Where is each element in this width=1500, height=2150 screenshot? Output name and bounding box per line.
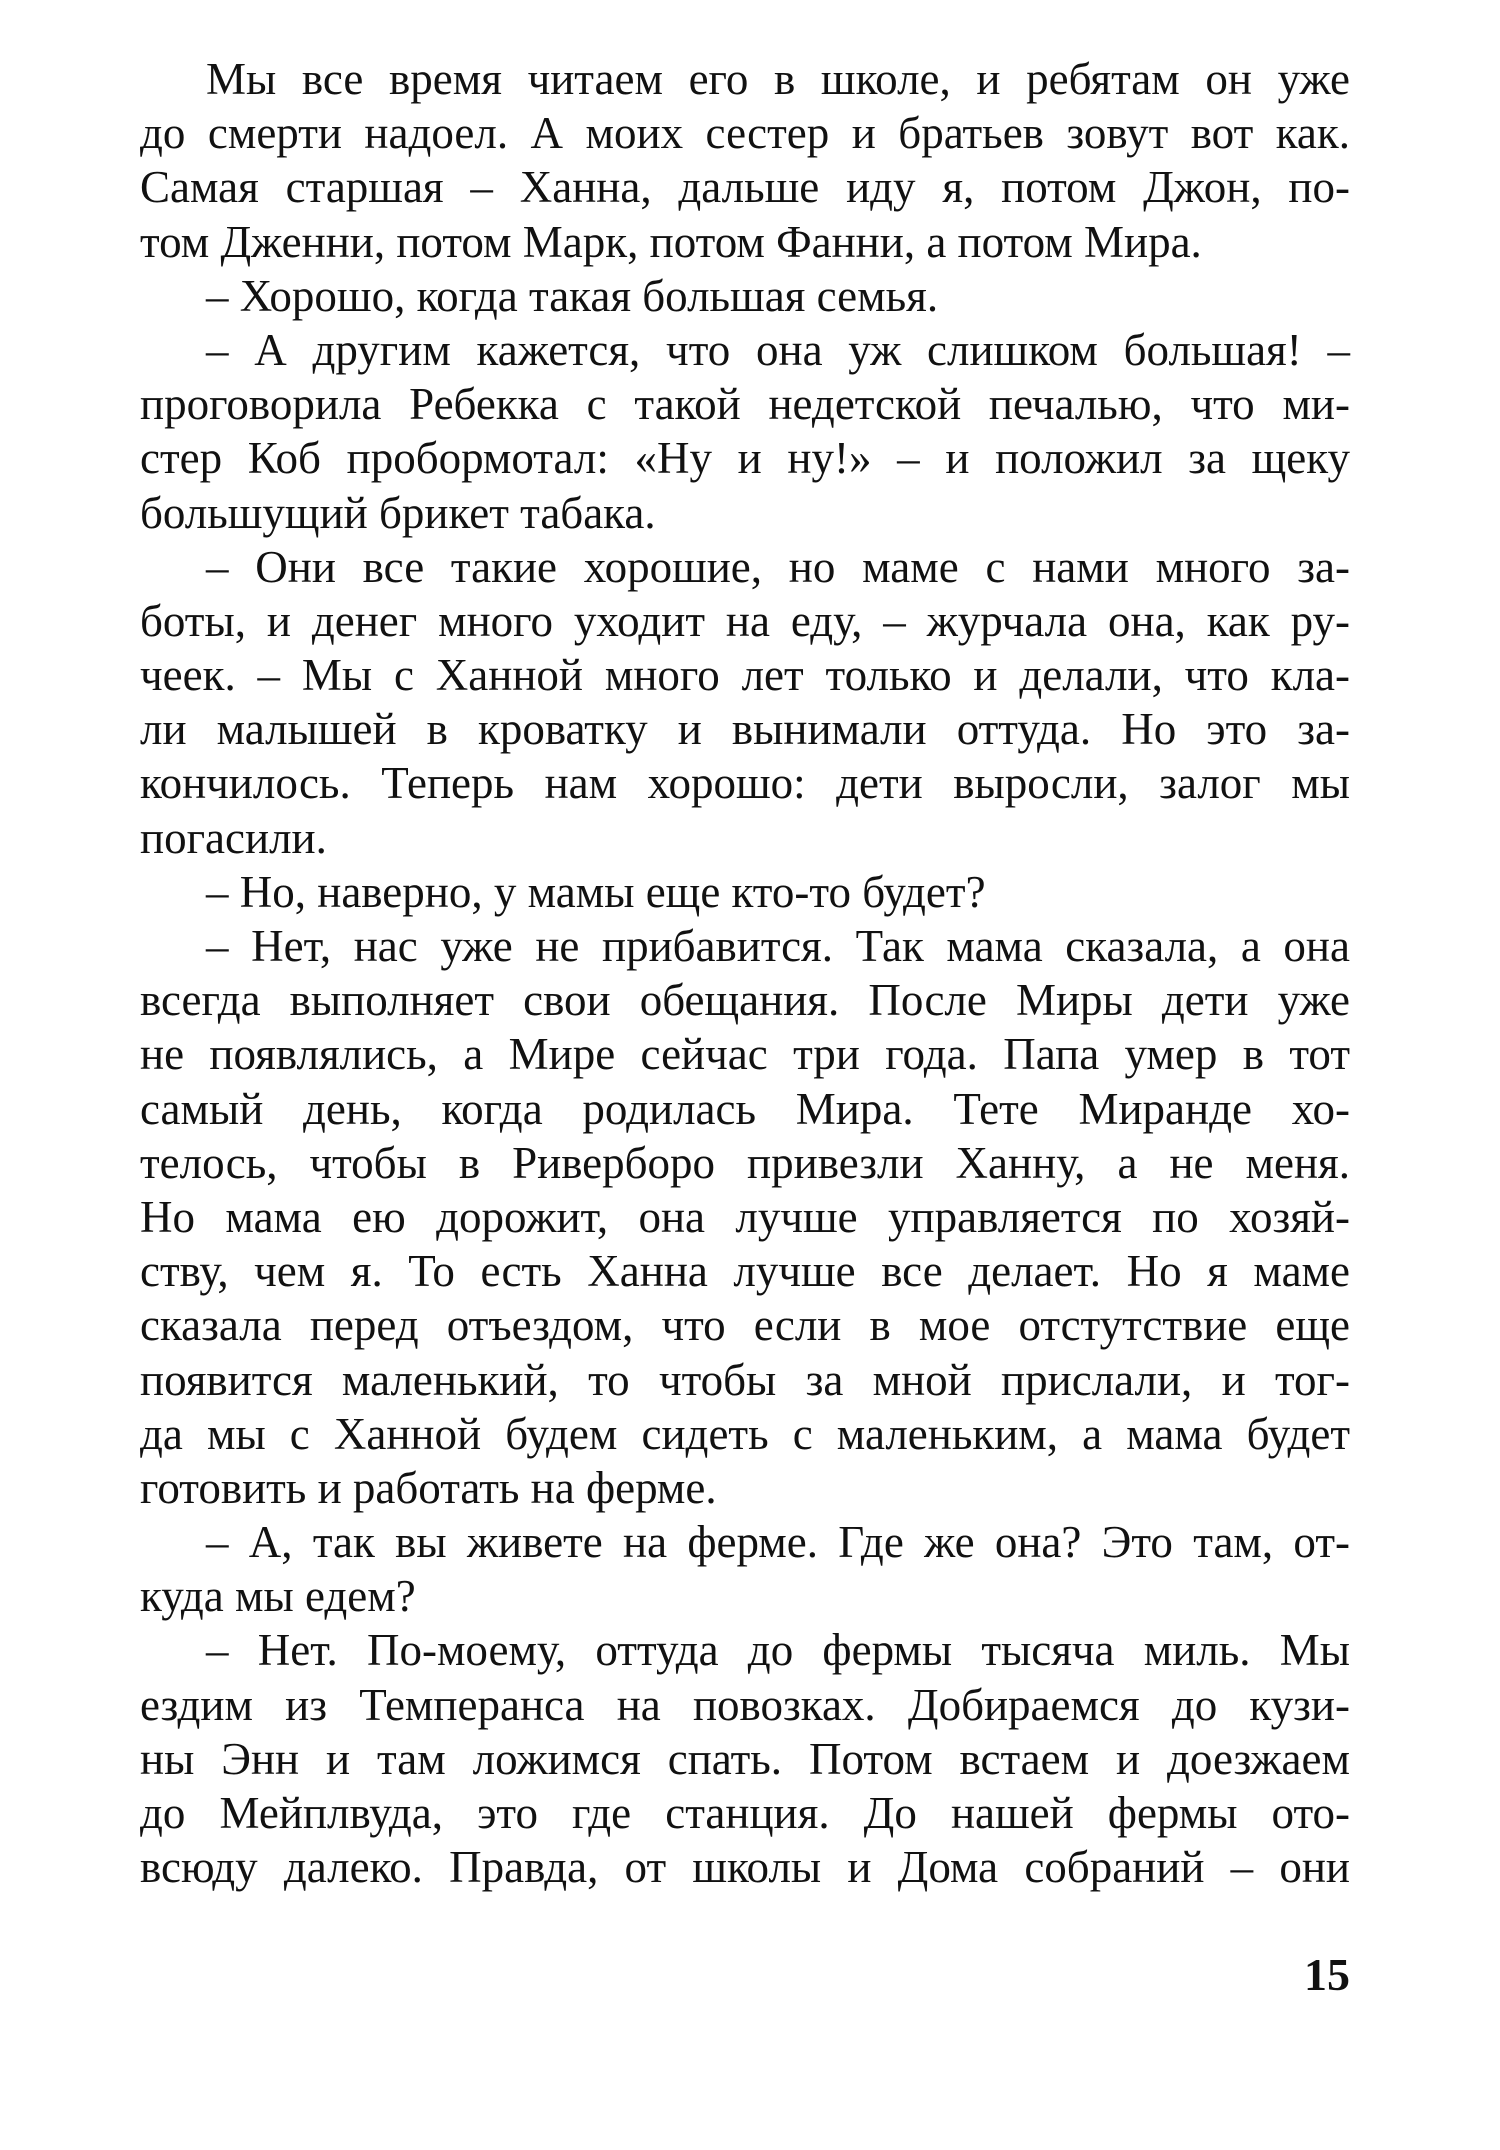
text-line: – Хорошо, когда такая большая семья.: [206, 270, 939, 321]
text-line: самый день, когда родилась Мира. Тете Миранде хо-: [140, 1083, 1350, 1134]
text-line: Мы все время читаем его в школе, и ребятам он уже: [206, 54, 1350, 104]
text-line: всюду далеко. Правда, от школы и Дома собраний – они: [140, 1842, 1350, 1893]
text-line: не появлялись, а Мире сейчас три года. Папа умер в тот: [140, 1029, 1350, 1080]
text-line: стер Коб пробормотал: «Ну и ну!» – и положил за щеку: [140, 433, 1350, 484]
text-line: сказала перед отъездом, что если в мое отстутствие еще: [140, 1300, 1350, 1351]
text-line: проговорила Ребекка с такой недетской печалью, что ми-: [140, 379, 1350, 430]
text-line: боты, и денег много уходит на еду, – журчала она, как ру-: [140, 595, 1350, 646]
text-line: ездим из Темперанса на повозках. Добираемся до кузи-: [140, 1679, 1350, 1730]
text-line: Самая старшая – Ханна, дальше иду я, потом Джон, по-: [140, 162, 1350, 213]
text-line: большущий брикет табака.: [140, 487, 656, 538]
text-line: – Но, наверно, у мамы еще кто-то будет?: [206, 866, 986, 917]
text-line: том Дженни, потом Марк, потом Фанни, а потом Мира.: [140, 216, 1202, 267]
text-line: куда мы едем?: [140, 1571, 416, 1622]
text-line: ли малышей в кроватку и вынимали оттуда. Но это за-: [140, 704, 1350, 755]
text-line: ны Энн и там ложимся спать. Потом встаем и доезжаем: [140, 1733, 1350, 1784]
text-line: до Мейплвуда, это где станция. До нашей фермы ото-: [140, 1788, 1350, 1838]
text-line: всегда выполняет свои обещания. После Миры дети уже: [140, 975, 1350, 1026]
text-line: ству, чем я. То есть Ханна лучше все делает. Но я маме: [140, 1246, 1350, 1297]
book-page-text: [140, 52, 1350, 1894]
text-line: – Нет, нас уже не прибавится. Так мама сказала, а она: [206, 921, 1350, 971]
text-line: – А, так вы живете на ферме. Где же она? Это там, от-: [206, 1517, 1350, 1568]
text-line: – Они все такие хорошие, но маме с нами много за-: [206, 541, 1350, 592]
text-line: Но мама ею дорожит, она лучше управляется по хозяй-: [140, 1191, 1350, 1242]
page-number: 15: [1304, 1949, 1350, 2000]
text-line: появится маленький, то чтобы за мной прислали, и тог-: [140, 1354, 1350, 1405]
text-line: готовить и работать на ферме.: [140, 1462, 717, 1513]
text-line: телось, чтобы в Риверборо привезли Ханну, а не меня.: [140, 1137, 1350, 1188]
text-line: – Нет. По-моему, оттуда до фермы тысяча миль. Мы: [206, 1625, 1350, 1676]
text-line: кончилось. Теперь нам хорошо: дети выросли, залог мы: [140, 758, 1350, 809]
text-line: – А другим кажется, что она уж слишком большая! –: [206, 324, 1350, 375]
text-line: погасили.: [140, 812, 327, 863]
text-line: до смерти надоел. А моих сестер и братьев зовут вот как.: [140, 108, 1350, 159]
text-line: чеек. – Мы с Ханной много лет только и делали, что кла-: [140, 650, 1350, 701]
text-line: да мы с Ханной будем сидеть с маленьким, а мама будет: [140, 1408, 1350, 1459]
